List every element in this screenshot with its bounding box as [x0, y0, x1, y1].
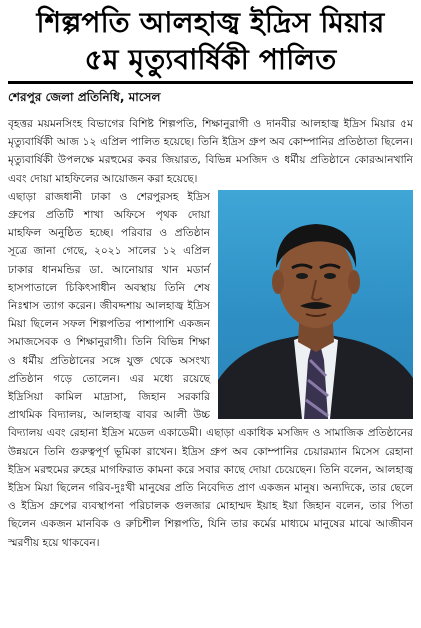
article-paragraph-2: এছাড়া রাজধানী ঢাকা ও শেরপুরসহ ইদ্রিস গ্রুপের প্রতিটি শাখা অফিসে পৃথক দোয়া মাহফিল অনুষ্ঠিত হচ্ছে। পরিবার ও প্রতিষ্ঠান সূত্রে জানা গেছে, ২০২১ সালের ১২ এপ্রিল ঢাকার ধানমন্ডির ডা. আনোয়ার খান মডার্ন হাসপাতালে চিকিৎসাধীন অবস্থায় তিনি শেষ নিঃশ্বাস ত্যাগ করেন। জীবদ্দশায় আলহাজ্ব ইদ্রিস মিয়া ছিলেন সফল শিল্পপতির পাশাপাশি একজন সমাজসেবক ও শিক্ষানুরাগী। তিনি বিভিন্ন শিক্ষা ও ধর্মীয় প্রতিষ্ঠানের সঙ্গে যুক্ত থেকে অসংখ্য প্রতিষ্ঠান গড়ে তোলেন। এর মধ্যে রয়েছে ইদ্রিসিয়া কামিল মাদ্রাসা, জিহান সরকারি প্রাথমিক বিদ্যালয়, আলহাজ্ব বাবর আলী উচ্চ বিদ্যালয় এবং রেহানা ইদ্রিস মডেল একাডেমী। এছাড়া একাধিক মসজিদ ও সামাজিক প্রতিষ্ঠানের উন্নয়নে তিনি গুরুত্বপূর্ণ ভূমিকা রাখেন। ইদ্রিস গ্রুপ অব কোম্পানির চেয়ারম্যান মিসেস রেহানা ইদ্রিস মরহুমের রুহের মাগফিরাত কামনা করে সবার কাছে দোয়া চেয়েছেন। তিনি বলেন, আলহাজ্ব ইদ্রিস মিয়া ছিলেন গরিব-দুঃখী মানুষের প্রতি নিবেদিত প্রাণ একজন মানুষ। অন্যদিকে, তার ছেলে ও ইদ্রিস গ্রুপের ব্যবস্থাপনা পরিচালক গুলজার মোহাম্মদ ইয়াহ ইয়া জিহান বলেন, তার পিতা ছিলেন একজন মানবিক ও রুচিশীল শিল্পপতি, যিনি তার কর্মের মাধ্যমে মানুষের মাঝে আজীবন স্মরণীয় হয়ে থাকবেন। [8, 190, 413, 549]
headline-line-1: শিল্পপতি আলহাজ্ব ইদ্রিস মিয়ার [36, 6, 385, 39]
portrait-illustration [218, 190, 413, 419]
headline [8, 6, 413, 78]
headline-line-2: ৫ম মৃত্যুবার্ষিকী পালিত [84, 43, 337, 76]
byline: শেরপুর জেলা প্রতিনিধি, মাসেল [8, 90, 161, 104]
headline-rule [8, 81, 413, 84]
article-body [8, 115, 413, 552]
portrait-photo [218, 190, 413, 419]
article-paragraph-1: বৃহত্তর ময়মনসিংহ বিভাগের বিশিষ্ট শিল্পপতি, শিক্ষানুরাগী ও দানবীর আলহাজ্ব ইদ্রিস মিয়ার ৫ম মৃত্যুবার্ষিকী আজ ১২ এপ্রিল পালিত হয়েছে। তিনি ইদ্রিস গ্রুপ অব কোম্পানির প্রতিষ্ঠাতা ছিলেন। মৃত্যুবার্ষিকী উপলক্ষে মরহুমের কবর জিয়ারত, বিভিন্ন মসজিদ ও ধর্মীয় প্রতিষ্ঠানে কোরআনখানি এবং দোয়া মাহফিলের আয়োজন করা হয়েছে। [8, 118, 413, 185]
